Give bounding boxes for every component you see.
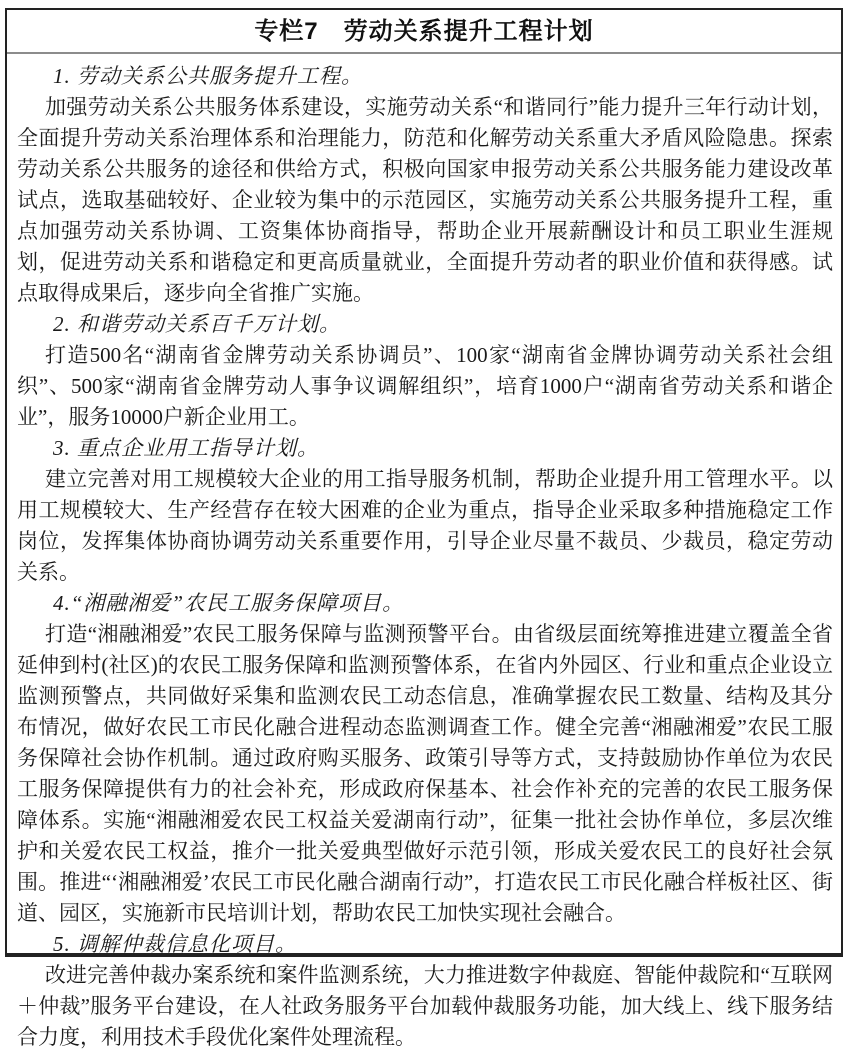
section-heading-1: 1. 劳动关系公共服务提升工程。: [53, 64, 363, 88]
section-heading-4: 4.“湘融湘爱”农民工服务保障项目。: [53, 591, 405, 615]
section-heading-2: 2. 和谐劳动关系百千万计划。: [53, 312, 341, 336]
section-paragraph-1: 加强劳动关系公共服务体系建设，实施劳动关系“和谐同行”能力提升三年行动计划，全面提升劳动关系治理体系和治理能力，防范和化解劳动关系重大矛盾风险隐患。探索劳动关系公共服务的途径和供给方式，积极向国家申报劳动关系公共服务能力建设改革试点，选取基础较好、企业较为集中的示范园区，实施劳动关系公共服务提升工程，重点加强劳动关系协调、工资集体协商指导，帮助企业开展薪酬设计和员工职业生涯规划，促进劳动关系和谐稳定和更高质量就业，全面提升劳动者的职业价值和获得感。试点取得成果后，逐步向全省推广实施。: [17, 95, 833, 305]
section-paragraph-5: 改进完善仲裁办案系统和案件监测系统，大力推进数字仲裁庭、智能仲裁院和“互联网＋仲裁”服务平台建设，在人社政务服务平台加载仲裁服务功能，加大线上、线下服务结合力度，利用技术手段优化案件处理流程。: [17, 963, 833, 1049]
section-heading-3: 3. 重点企业用工指导计划。: [53, 436, 319, 460]
column-panel: [5, 8, 843, 1049]
section-paragraph-2: 打造500名“湖南省金牌劳动关系协调员”、100家“湖南省金牌协调劳动关系社会组织”、500家“湖南省金牌劳动人事争议调解组织”，培育1000户“湖南省劳动关系和谐企业”，服务10000户新企业用工。: [17, 343, 833, 429]
section-heading-5: 5. 调解仲裁信息化项目。: [53, 932, 297, 956]
section-paragraph-3: 建立完善对用工规模较大企业的用工指导服务机制，帮助企业提升用工管理水平。以用工规模较大、生产经营存在较大困难的企业为重点，指导企业采取多种措施稳定工作岗位，发挥集体协商协调劳动关系重要作用，引导企业尽量不裁员、少裁员，稳定劳动关系。: [17, 467, 833, 584]
section-paragraph-4: 打造“湘融湘爱”农民工服务保障与监测预警平台。由省级层面统筹推进建立覆盖全省延伸到村(社区)的农民工服务保障和监测预警体系，在省内外园区、行业和重点企业设立监测预警点，共同做好采集和监测农民工动态信息，准确掌握农民工数量、结构及其分布情况，做好农民工市民化融合进程动态监测调查工作。健全完善“湘融湘爱”农民工服务保障社会协作机制。通过政府购买服务、政策引导等方式，支持鼓励协作单位为农民工服务保障提供有力的社会补充，形成政府保基本、社会作补充的完善的农民工服务保障体系。实施“湘融湘爱农民工权益关爱湖南行动”，征集一批社会协作单位，多层次维护和关爱农民工权益，推介一批关爱典型做好示范引领，形成关爱农民工的良好社会氛围。推进“‘湘融湘爱’农民工市民化融合湖南行动”，打造农民工市民化融合样板社区、街道、园区，实施新市民培训计划，帮助农民工加快实现社会融合。: [17, 622, 833, 925]
panel-body: [7, 54, 841, 1053]
panel-title: 专栏7 劳动关系提升工程计划: [254, 18, 594, 45]
